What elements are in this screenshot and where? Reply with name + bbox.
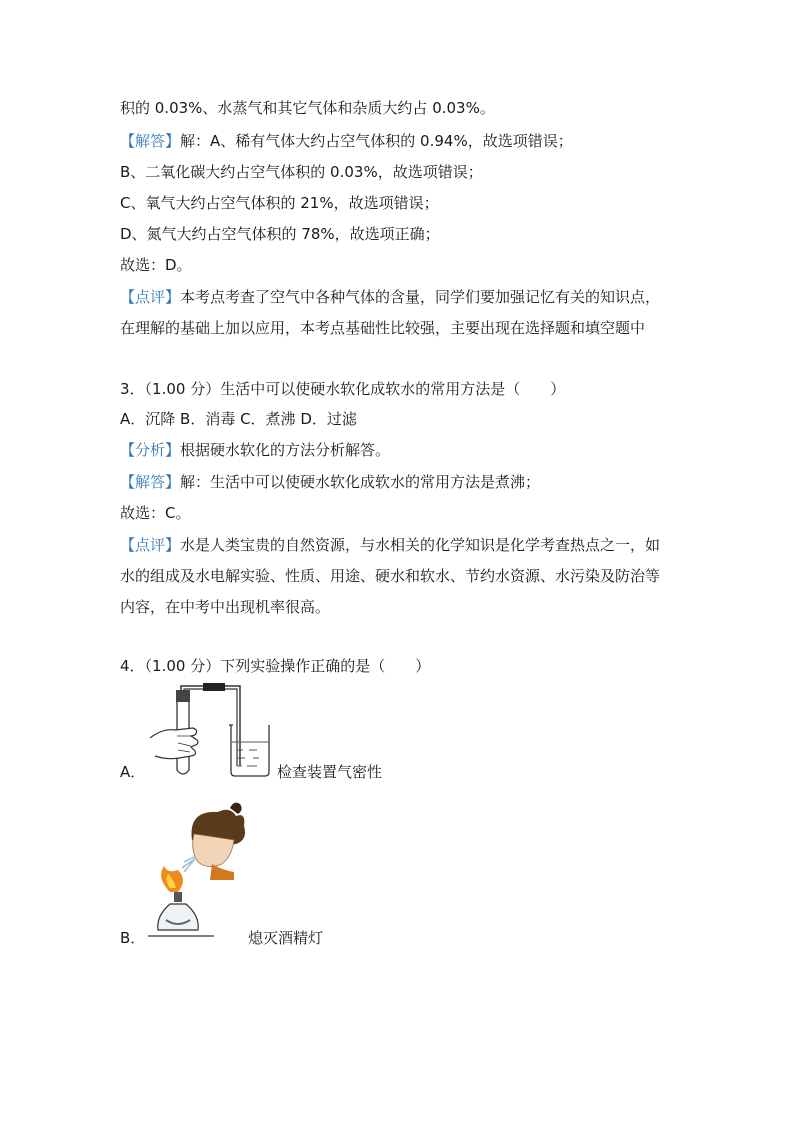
prev-answer-line-3: C、氧气大约占空气体积的 21%，故选项错误； (120, 194, 439, 212)
prev-choice: 故选：D。 (120, 256, 192, 274)
comment-tag: 【点评】 (120, 288, 181, 306)
comment-tag: 【点评】 (120, 536, 181, 554)
q3-answer (120, 472, 540, 492)
prev-answer-line-1 (120, 131, 573, 151)
answer-tag: 【解答】 (120, 132, 181, 150)
q3-options: A．沉降 B．消毒 C．煮沸 D．过滤 (120, 410, 357, 428)
q3-comment-line-1 (120, 535, 660, 555)
analysis-tag: 【分析】 (120, 441, 181, 459)
comment-text: 本考点考查了空气中各种气体的含量，同学们要加强记忆有关的知识点， (180, 288, 661, 306)
comment-text: 水是人类宝贵的自然资源，与水相关的化学知识是化学考查热点之一，如 (180, 536, 661, 554)
answer-text: 解：A、稀有气体大约占空气体积的 0.94%，故选项错误； (180, 132, 573, 150)
prev-comment-line-1 (120, 287, 660, 307)
q3-analysis (120, 440, 390, 460)
q4-stem: 4．（1.00 分）下列实验操作正确的是（ ） (120, 657, 431, 675)
prev-answer-line-2: B、二氧化碳大约占空气体积的 0.03%，故选项错误； (120, 163, 483, 181)
q3-choice: 故选：C。 (120, 504, 191, 522)
answer-tag: 【解答】 (120, 473, 181, 491)
prev-answer-line-4: D、氮气大约占空气体积的 78%，故选项正确； (120, 225, 440, 243)
q4-option-b-letter: B． (120, 929, 146, 947)
q4-option-a-letter: A． (120, 763, 146, 781)
airtightness-check-figure (145, 680, 275, 780)
analysis-tail: 积的 0.03%、水蒸气和其它气体和杂质大约占 0.03%。 (120, 99, 495, 117)
prev-comment-line-2: 在理解的基础上加以应用，本考点基础性比较强，主要出现在选择题和填空题中 (120, 319, 646, 337)
q4-option-b-caption: 熄灭酒精灯 (248, 929, 324, 947)
q3-comment-line-3: 内容，在中考中出现机率很高。 (120, 598, 331, 616)
blow-out-lamp-figure (148, 800, 248, 940)
answer-text: 解：生活中可以使硬水软化成软水的常用方法是煮沸； (180, 473, 541, 491)
q3-comment-line-2: 水的组成及水电解实验、性质、用途、硬水和软水、节约水资源、水污染及防治等 (120, 567, 661, 585)
analysis-text: 根据硬水软化的方法分析解答。 (180, 441, 391, 459)
q3-stem: 3．（1.00 分）生活中可以使硬水软化成软水的常用方法是（ ） (120, 380, 566, 398)
q4-option-a-caption: 检查装置气密性 (277, 763, 383, 781)
